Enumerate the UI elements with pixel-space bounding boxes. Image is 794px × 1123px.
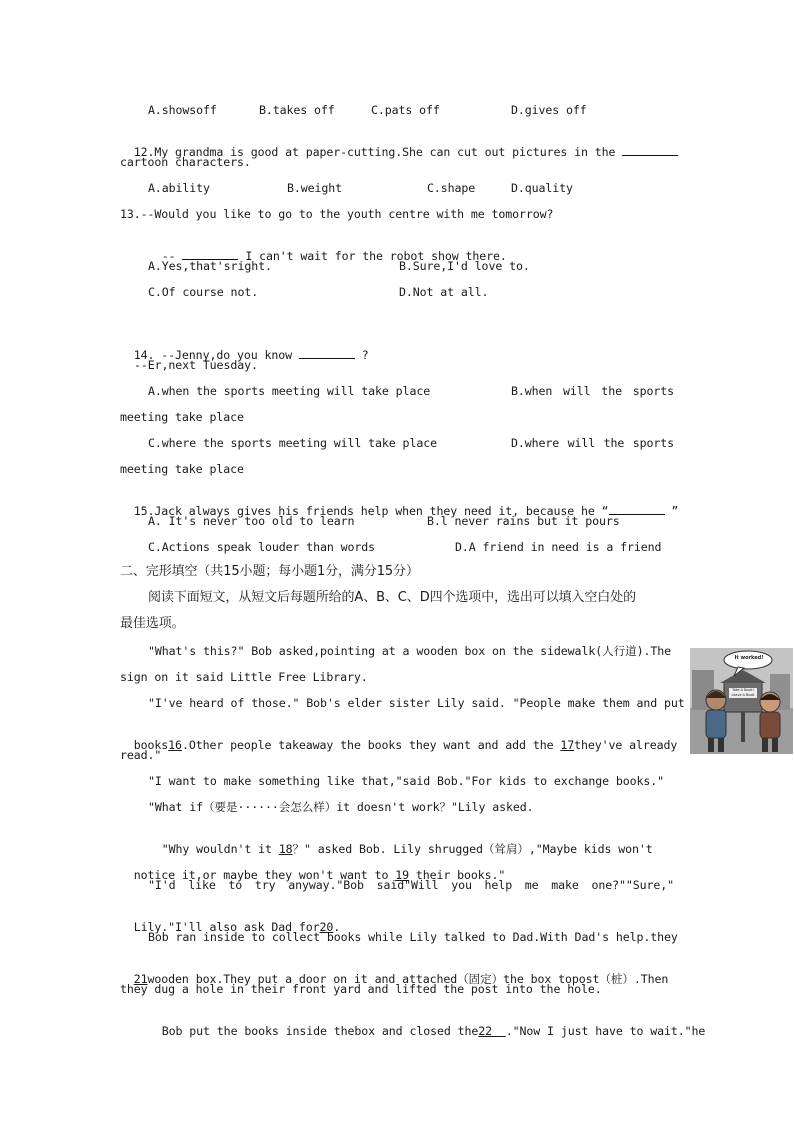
passage-text: . [333,920,341,934]
q15-option-c: C.Actions speak louder than words [148,540,376,554]
passage-text: "Why wouldn't it [161,842,279,856]
q11-option-b: B.takes off [259,103,335,117]
blank-number-16: 16 [168,738,182,752]
passage-line: "What if（要是······会怎么样）it doesn't work？"Lily asked. [148,800,534,814]
q12-option-b: B.weight [287,181,343,195]
passage-text: books [133,738,169,752]
passage-text: ？" asked Bob. Lily shrugged（耸肩）,"Maybe kids won't [292,842,653,856]
section-heading: 二、完形填空（共15小题；每小题1分，满分15分） [120,564,419,579]
blank-number-17: 17 [560,738,575,752]
passage-line [120,721,677,753]
q12-option-d: D.quality [511,181,573,195]
passage-line [148,1007,705,1039]
q13-option-b: B.Sure,I'd love to. [399,259,530,273]
passage-line: Bob ran inside to collect books while Lily talked to Dad.With Dad's help.they [148,930,678,944]
q14-option-d-cont: meeting take place [120,462,244,476]
q14-option-b: B.when will the sports [511,384,674,398]
blank-number-20: 20 [319,920,334,934]
passage-text: .Other people takeaway the books they want and add the [181,738,561,752]
passage-line: read." [120,748,162,762]
passage-line: "I want to make something like that,"said Bob."For kids to exchange books." [148,774,665,788]
blank-number-22: 22 [478,1024,506,1038]
sign-line-2: Leave A Book [731,692,755,697]
q14-option-c: C.where the sports meeting will take place [148,436,437,450]
q15-close-quote: ” [671,504,679,518]
q13-option-d: D.Not at all. [399,285,489,299]
q13-reply-suffix: I can't wait for the robot show there. [245,249,507,263]
sign-line-1: Take A Book! [732,688,754,692]
blank-number-19: 19 [395,868,409,882]
q14-question-mark: ? [361,348,369,362]
q13-question: 13.--Would you like to go to the youth centre with me tomorrow? [120,207,554,221]
q14-answer: --Er,next Tuesday. [134,358,258,372]
blank-number-18: 18 [278,842,293,856]
answer-blank [299,348,355,359]
blank-number-21: 21 [133,972,148,986]
q11-option-d: D.gives off [511,103,587,117]
passage-line: "What's this?" Bob asked,pointing at a wooden box on the sidewalk(人行道).The [148,644,671,658]
passage-line: "I'd like to try anyway."Bob said"Will you help me make one?""Sure," [148,878,674,892]
passage-text: wooden box.They put a door on it and attached（固定）the box topost（桩）.Then [147,972,669,986]
q15-option-a: A. It's never too old to learn [148,514,355,528]
section-instructions-cont: 最佳选项。 [120,616,185,631]
q13-reply-prefix: -- [161,249,176,263]
passage-text: Bob put the books inside thebox and closed the [161,1024,479,1038]
q11-option-a: A.showsoff [148,103,217,117]
answer-blank [622,145,678,156]
passage-text: notice it,or maybe they won't want to [133,868,396,882]
q12-question-cont: cartoon characters. [120,155,251,169]
q15-option-d: D.A friend in need is a friend [455,540,662,554]
q14-option-a: A.when the sports meeting will take place [148,384,431,398]
q12-option-a: A.ability [148,181,210,195]
q12-question-text: 12.My grandma is good at paper-cutting.She can cut out pictures in the [133,145,616,159]
q14-option-b-cont: meeting take place [120,410,244,424]
passage-line: sign on it said Little Free Library. [120,670,368,684]
q14-option-d: D.where will the sports [511,436,674,450]
q13-option-a: A.Yes,that'sright. [148,259,272,273]
illustration-graphic [690,648,793,754]
q14-question-text: 14. --Jenny,do you know [133,348,293,362]
sign-text [729,688,757,697]
passage-text: Lily."I'll also ask Dad for [133,920,320,934]
passage-line: "I've heard of those." Bob's elder sister Lily said. "People make them and put [148,696,685,710]
q11-option-c: C.pats off [371,103,440,117]
q15-question-text: 15.Jack always gives his friends help when they need it, because he “ [133,504,609,518]
speech-bubble-text: It worked! [734,655,764,661]
q13-option-c: C.Of course not. [148,285,259,299]
q12-option-c: C.shape [427,181,476,195]
passage-text: ."Now I just have to wait."he [505,1024,706,1038]
passage-text: their books." [408,868,506,882]
section-instructions: 阅读下面短文，从短文后每题所给的A、B、C、D四个选项中，选出可以填入空白处的 [148,590,636,605]
passage-text: they've already [574,738,678,752]
passage-line: they dug a hole in their front yard and lifted the post into the hole. [120,982,602,996]
q15-option-b: B.l never rains but it pours [427,514,620,528]
story-illustration [690,648,793,754]
